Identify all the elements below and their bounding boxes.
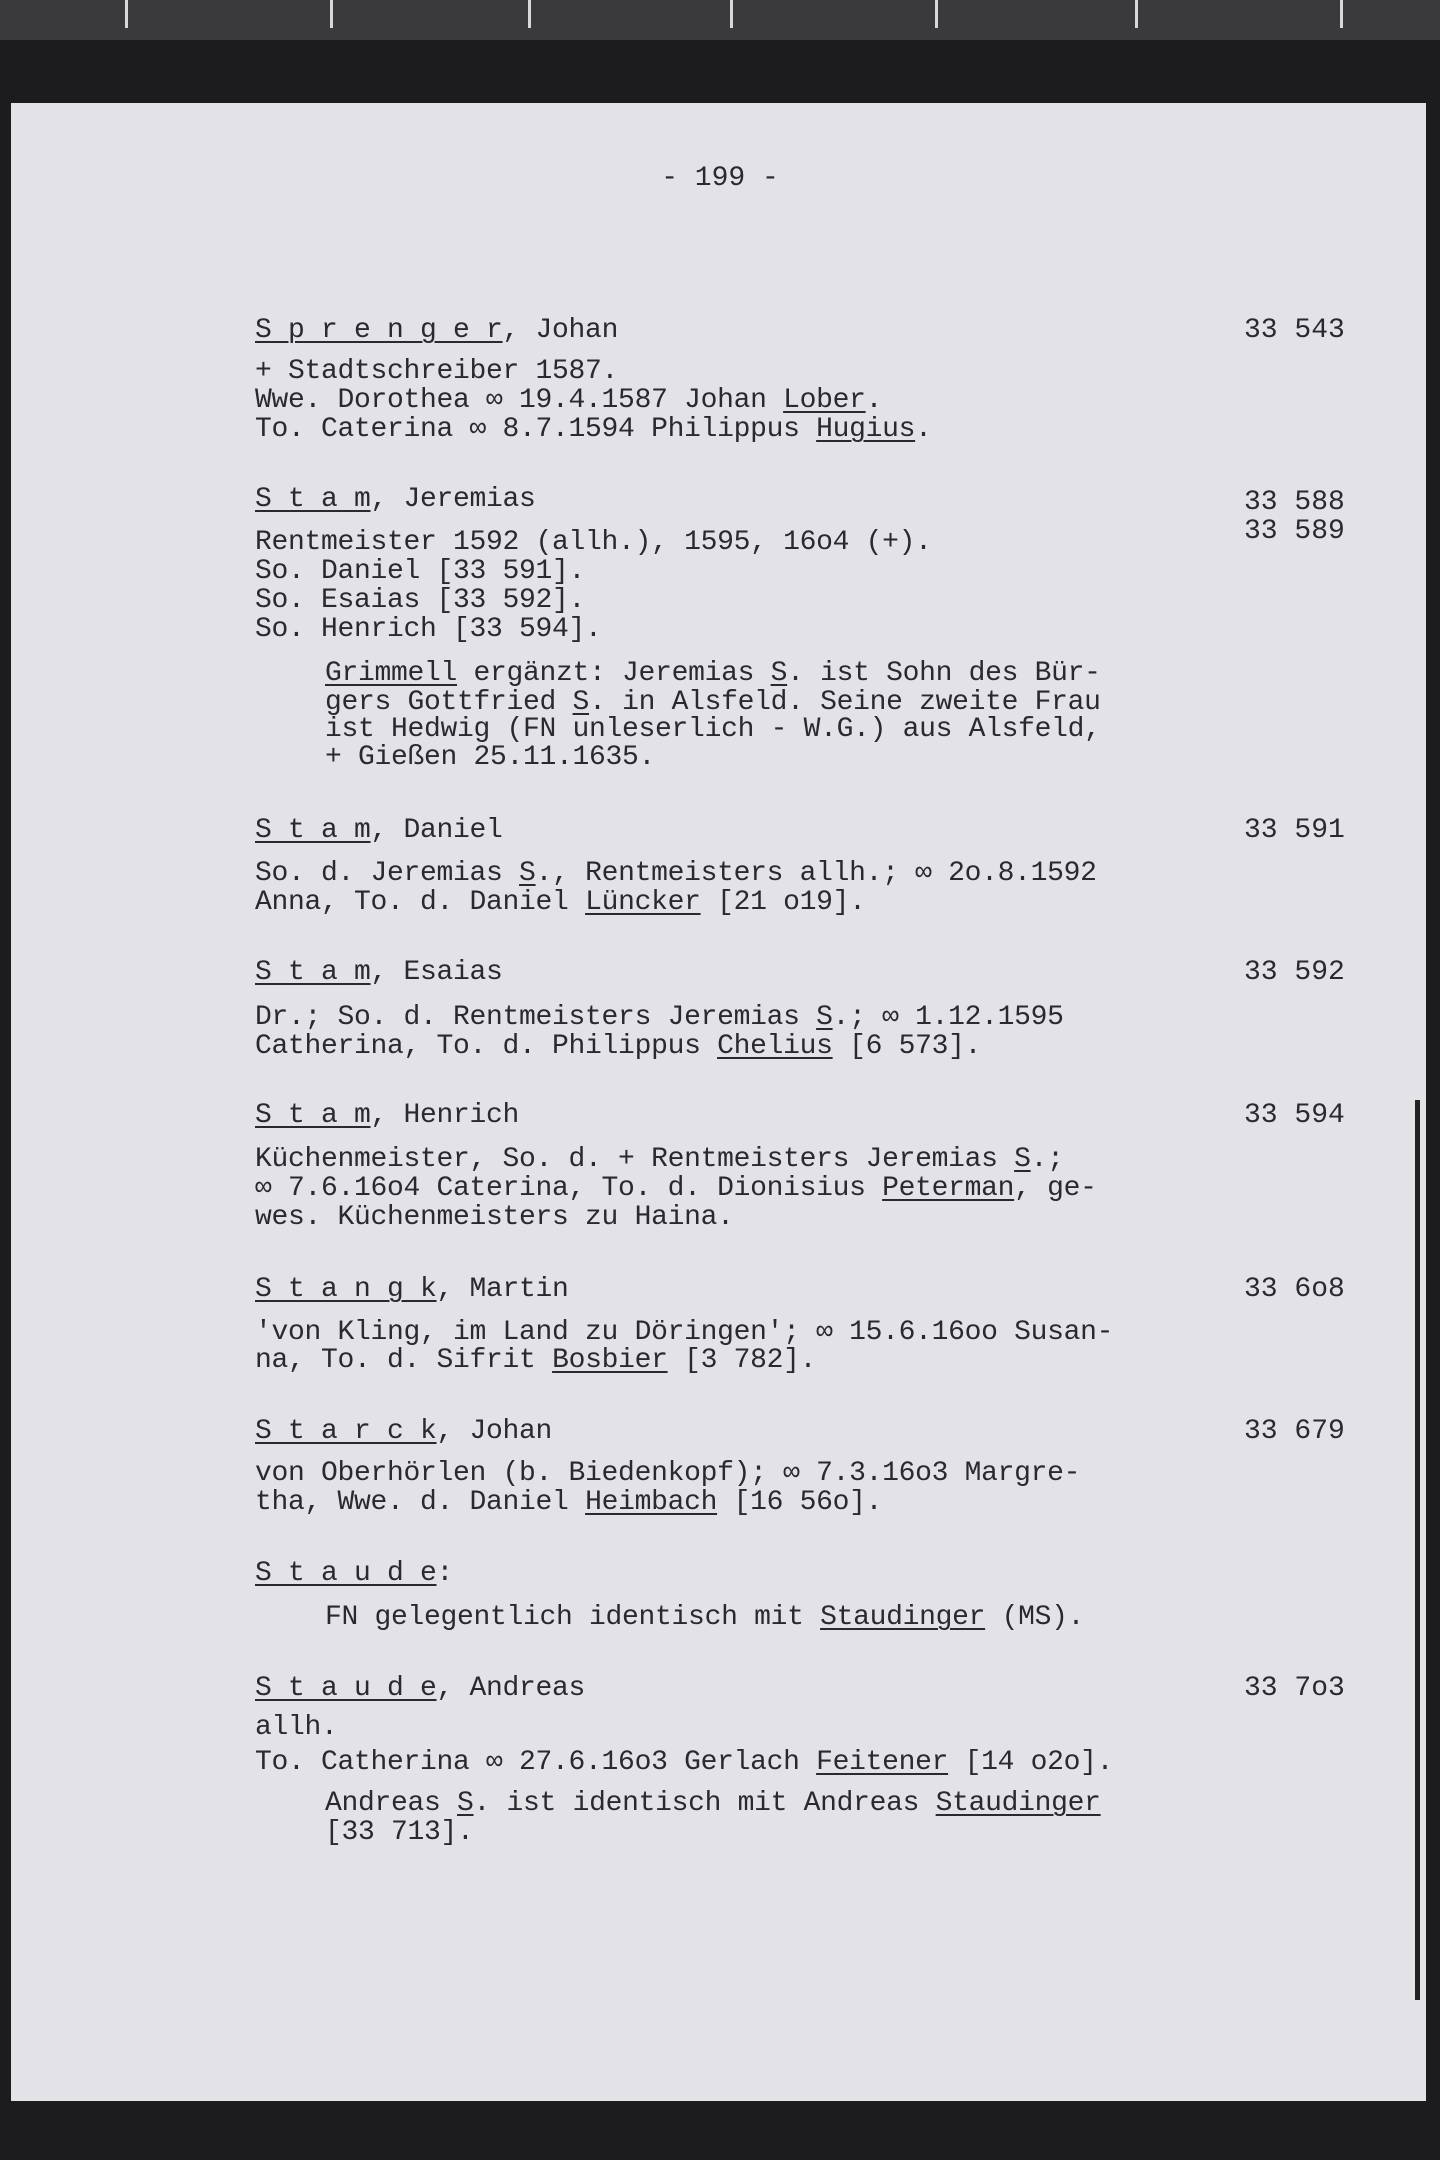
text-segment: .;	[1030, 1144, 1064, 1175]
text-segment: So. Esaias [33 592].	[255, 585, 586, 616]
text-segment: Rentmeister 1592 (allh.), 1595, 16o4 (+).	[255, 527, 932, 558]
text-segment: So. d. Jeremias	[255, 858, 520, 889]
entry-heading	[255, 957, 503, 989]
text-segment: [14 o2o].	[948, 1747, 1114, 1778]
entry-text-line	[255, 385, 882, 417]
page-edge-shadow	[1415, 1100, 1420, 2000]
text-segment: , Esaias	[370, 957, 503, 988]
entry-text-line	[255, 858, 1097, 890]
text-segment: tha, Wwe. d. Daniel	[255, 1487, 586, 1518]
text-segment: . in Alsfeld. Seine zweite Frau	[589, 687, 1101, 718]
text-segment: (MS).	[985, 1602, 1085, 1633]
text-segment: [21 o19].	[700, 887, 866, 918]
text-segment: 'von Kling, im Land zu Döringen'; ∞ 15.6.16oo Susan-	[255, 1317, 1114, 1348]
entry-reference-number: 33 543	[1244, 315, 1345, 346]
underlined-name: S t a u d e	[255, 1673, 437, 1704]
underlined-name: S	[816, 1002, 833, 1033]
text-segment: , Henrich	[370, 1100, 520, 1131]
underlined-name: S p r e n g e r	[255, 315, 503, 346]
underlined-name: S	[1014, 1144, 1031, 1175]
entry-text-line	[255, 556, 585, 588]
text-segment: To. Catherina ∞ 27.6.16o3 Gerlach	[255, 1747, 817, 1778]
entry-text-line	[255, 1144, 1064, 1176]
text-segment: :	[436, 1558, 454, 1589]
entry-text-line	[325, 1602, 1084, 1634]
entry-heading	[255, 815, 503, 847]
underlined-name: S	[457, 1788, 474, 1819]
text-segment: na, To. d. Sifrit	[255, 1345, 553, 1376]
text-segment: ergänzt: Jeremias	[457, 658, 771, 689]
underlined-name: S t a m	[255, 484, 371, 515]
text-segment: .	[915, 414, 932, 445]
entry-text-line	[255, 1173, 1097, 1205]
entry-heading	[255, 315, 618, 347]
text-segment: , Jeremias	[370, 484, 536, 515]
entry-reference-number: 33 588	[1244, 487, 1345, 518]
entry-reference-number: 33 6o8	[1244, 1274, 1345, 1305]
underlined-name: S	[770, 658, 788, 689]
text-segment: .	[865, 385, 883, 416]
entry-reference-number: 33 591	[1244, 815, 1345, 846]
entry-text-line	[255, 414, 932, 446]
text-segment: , Johan	[502, 315, 619, 346]
text-segment: von Oberhörlen (b. Biedenkopf); ∞ 7.3.16o3 Margre-	[255, 1458, 1081, 1489]
underlined-name: Feitener	[816, 1747, 949, 1778]
text-segment: So. Henrich [33 594].	[255, 614, 602, 645]
entry-text-line	[255, 1345, 816, 1377]
entry-text-line	[255, 527, 932, 559]
underlined-name: Lober	[783, 385, 866, 416]
text-segment: , Andreas	[436, 1673, 586, 1704]
entry-text-line	[325, 742, 655, 774]
text-segment: + Gießen 25.11.1635.	[325, 742, 656, 773]
text-segment: gers Gottfried	[325, 687, 573, 718]
ruler-tick	[1340, 0, 1343, 28]
entry-reference-number: 33 679	[1244, 1416, 1345, 1447]
entry-text-line	[255, 614, 602, 646]
underlined-name: S t a u d e	[255, 1558, 437, 1589]
text-segment: FN gelegentlich identisch mit	[325, 1602, 821, 1633]
text-segment: [6 573].	[832, 1031, 982, 1062]
ruler-tick	[125, 0, 128, 28]
text-segment: Dr.; So. d. Rentmeisters Jeremias	[255, 1002, 817, 1033]
text-segment: So. Daniel [33 591].	[255, 556, 586, 587]
underlined-name: S	[572, 687, 590, 718]
page-number: - 199 -	[661, 163, 779, 194]
text-segment: allh.	[255, 1712, 338, 1743]
underlined-name: Peterman	[882, 1173, 1015, 1204]
ruler-tick	[330, 0, 333, 28]
entry-reference-number: 33 589	[1244, 516, 1345, 547]
entry-reference-number: 33 592	[1244, 957, 1345, 988]
text-segment: [33 713].	[325, 1817, 474, 1848]
text-segment: ., Rentmeisters allh.; ∞ 2o.8.1592	[535, 858, 1097, 889]
entry-text-line	[255, 1458, 1080, 1490]
entry-heading	[255, 1558, 453, 1590]
ruler-tick	[730, 0, 733, 28]
text-segment: . ist Sohn des Bür-	[787, 658, 1101, 689]
entry-text-line	[255, 1712, 338, 1744]
underlined-name: S t a m	[255, 1100, 371, 1131]
entry-text-line	[255, 1747, 1113, 1779]
text-segment: ∞ 7.6.16o4 Caterina, To. d. Dionisius	[255, 1173, 883, 1204]
underlined-name: Heimbach	[585, 1487, 718, 1518]
entry-text-line	[255, 1031, 981, 1063]
text-segment: Wwe. Dorothea ∞ 19.4.1587 Johan	[255, 385, 784, 416]
entry-reference-number: 33 7o3	[1244, 1673, 1345, 1704]
entry-text-line	[255, 356, 618, 388]
entry-heading	[255, 1416, 552, 1448]
entry-heading	[255, 1673, 585, 1705]
text-segment: [3 782].	[667, 1345, 817, 1376]
entry-text-line	[255, 887, 866, 919]
text-segment: , ge-	[1014, 1173, 1097, 1204]
text-segment: Catherina, To. d. Philippus	[255, 1031, 718, 1062]
entry-heading	[255, 1100, 519, 1132]
ruler-tick	[528, 0, 531, 28]
text-segment: , Martin	[436, 1274, 569, 1305]
entry-text-line	[255, 1487, 882, 1519]
entry-text-line	[325, 1817, 474, 1849]
entry-text-line	[325, 1788, 1101, 1820]
text-segment: To. Caterina ∞ 8.7.1594 Philippus	[255, 414, 817, 445]
text-segment: + Stadtschreiber 1587.	[255, 356, 619, 387]
text-segment: Küchenmeister, So. d. + Rentmeisters Jeremias	[255, 1144, 1015, 1175]
underlined-name: S t a m	[255, 815, 371, 846]
text-segment: Andreas	[325, 1788, 458, 1819]
underlined-name: S t a m	[255, 957, 371, 988]
entry-text-line	[255, 1002, 1064, 1034]
underlined-name: S t a r c k	[255, 1416, 437, 1447]
underlined-name: S t a n g k	[255, 1274, 437, 1305]
underlined-name: S	[519, 858, 536, 889]
scanner-top-strip	[0, 0, 1440, 40]
underlined-name: Chelius	[717, 1031, 833, 1062]
ruler-tick	[935, 0, 938, 28]
text-segment: , Daniel	[370, 815, 503, 846]
entry-text-line	[255, 585, 585, 617]
text-segment: . ist identisch mit Andreas	[473, 1788, 936, 1819]
ruler-tick	[1135, 0, 1138, 28]
entry-text-line	[255, 1202, 734, 1234]
text-segment: ist Hedwig (FN unleserlich - W.G.) aus Alsfeld,	[325, 714, 1101, 745]
text-segment: Anna, To. d. Daniel	[255, 887, 586, 918]
underlined-name: Lüncker	[585, 887, 701, 918]
entry-reference-number: 33 594	[1244, 1100, 1345, 1131]
entry-text-line	[325, 658, 1101, 690]
text-segment: wes. Küchenmeisters zu Haina.	[255, 1202, 734, 1233]
entry-heading	[255, 484, 536, 516]
underlined-name: Grimmell	[325, 658, 458, 689]
underlined-name: Staudinger	[820, 1602, 986, 1633]
text-segment: [16 56o].	[717, 1487, 883, 1518]
underlined-name: Staudinger	[935, 1788, 1101, 1819]
underlined-name: Hugius	[816, 414, 916, 445]
underlined-name: Bosbier	[552, 1345, 668, 1376]
entry-heading	[255, 1274, 569, 1306]
text-segment: , Johan	[436, 1416, 553, 1447]
text-segment: .; ∞ 1.12.1595	[832, 1002, 1064, 1033]
